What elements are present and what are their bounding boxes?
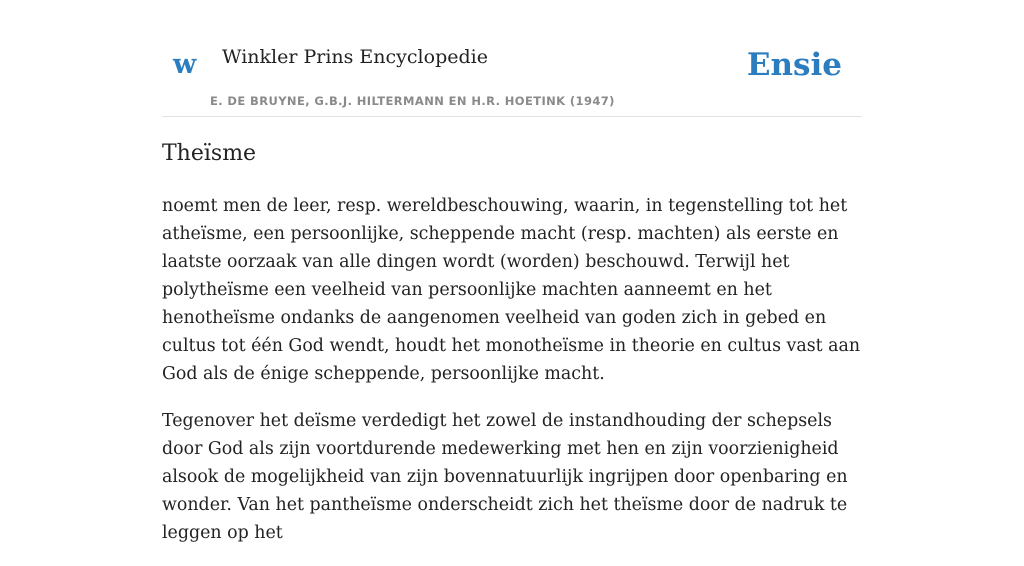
source-authors: E. DE BRUYNE, G.B.J. HILTERMANN EN H.R. HOETINK (1947) (210, 94, 615, 108)
article-paragraph: Tegenover het deïsme verdedigt het zowel de instandhouding der schepsels door God als zijn voortdurende medewerking met hen en zijn voorzienigheid alsook de mogelijkheid van zijn bovennatuurlijk ingrijpen door openbaring en wonder. Van het pantheïsme onderscheidt zich het theïsme door de nadruk te leggen op het (162, 411, 848, 543)
source-logo[interactable]: w (173, 49, 197, 80)
source-title[interactable]: Winkler Prins Encyclopedie (222, 46, 488, 68)
article-body (162, 192, 862, 566)
page (162, 0, 862, 543)
article-paragraph: noemt men de leer, resp. wereldbeschouwing, waarin, in tegenstelling tot het atheïsme, een persoonlijke, scheppende macht (resp. machten) als eerste en laatste oorzaak van alle dingen wordt (worden) beschouwd. Terwijl het polytheïsme een veelheid van persoonlijke machten aanneemt en het henotheïsme ondanks de aangenomen veelheid van goden zich in gebed en cultus tot één God wendt, houdt het monotheïsme in theorie en cultus vast aan God als de énige scheppende, persoonlijke macht. (162, 196, 861, 384)
ensie-logo[interactable]: Ensie (746, 47, 842, 83)
article-title: Theïsme (162, 141, 257, 166)
source-header (162, 0, 862, 117)
